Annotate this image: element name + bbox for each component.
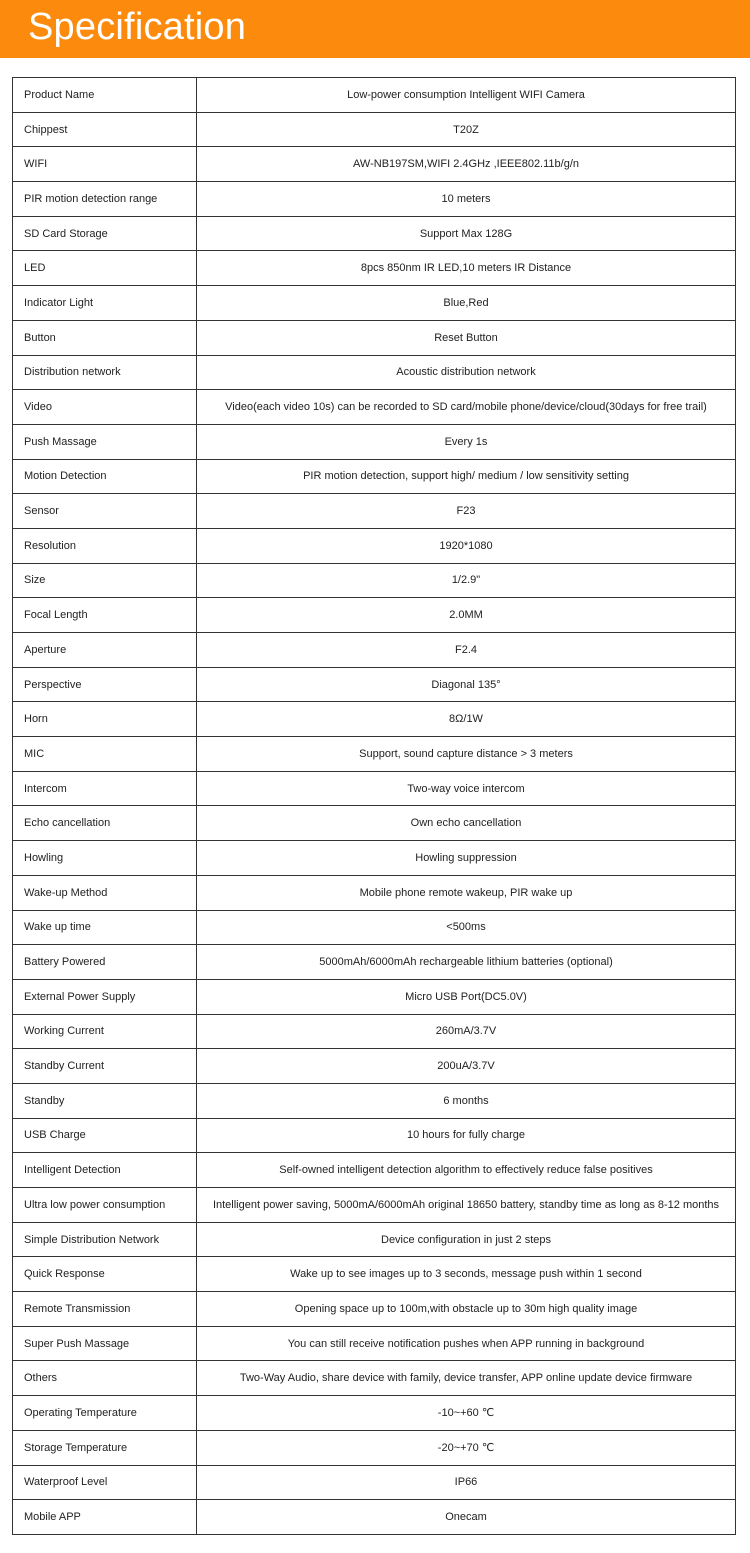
- spec-value: Howling suppression: [197, 841, 736, 876]
- spec-value: -20~+70 ℃: [197, 1430, 736, 1465]
- spec-value: Opening space up to 100m,with obstacle up to 30m high quality image: [197, 1292, 736, 1327]
- spec-label: Button: [13, 320, 197, 355]
- table-row: [13, 216, 736, 251]
- spec-label: Perspective: [13, 667, 197, 702]
- table-row: [13, 633, 736, 668]
- table-row: [13, 1188, 736, 1223]
- spec-label: Remote Transmission: [13, 1292, 197, 1327]
- spec-label: Distribution network: [13, 355, 197, 390]
- spec-label: Horn: [13, 702, 197, 737]
- table-row: [13, 1500, 736, 1535]
- spec-label: Simple Distribution Network: [13, 1222, 197, 1257]
- table-row: [13, 1361, 736, 1396]
- table-row: [13, 1153, 736, 1188]
- spec-value: 260mA/3.7V: [197, 1014, 736, 1049]
- spec-label: Push Massage: [13, 424, 197, 459]
- table-row: [13, 875, 736, 910]
- spec-label: Ultra low power consumption: [13, 1188, 197, 1223]
- spec-value: Onecam: [197, 1500, 736, 1535]
- spec-label: USB Charge: [13, 1118, 197, 1153]
- spec-value: Support Max 128G: [197, 216, 736, 251]
- spec-label: WIFI: [13, 147, 197, 182]
- spec-value: T20Z: [197, 112, 736, 147]
- table-row: [13, 1049, 736, 1084]
- spec-value: Device configuration in just 2 steps: [197, 1222, 736, 1257]
- header-banner: [0, 0, 750, 58]
- spec-label: External Power Supply: [13, 979, 197, 1014]
- spec-value: IP66: [197, 1465, 736, 1500]
- table-row: [13, 1292, 736, 1327]
- spec-value: Blue,Red: [197, 286, 736, 321]
- spec-label: MIC: [13, 737, 197, 772]
- table-row: [13, 1465, 736, 1500]
- spec-value: AW-NB197SM,WIFI 2.4GHz ,IEEE802.11b/g/n: [197, 147, 736, 182]
- spec-label: Wake up time: [13, 910, 197, 945]
- spec-label: Wake-up Method: [13, 875, 197, 910]
- spec-label: Sensor: [13, 494, 197, 529]
- spec-label: Mobile APP: [13, 1500, 197, 1535]
- spec-value: 1/2.9": [197, 563, 736, 598]
- table-row: [13, 1118, 736, 1153]
- spec-value: 200uA/3.7V: [197, 1049, 736, 1084]
- spec-label: Echo cancellation: [13, 806, 197, 841]
- table-row: [13, 1014, 736, 1049]
- spec-label: Motion Detection: [13, 459, 197, 494]
- spec-value: Support, sound capture distance > 3 meters: [197, 737, 736, 772]
- spec-value: Acoustic distribution network: [197, 355, 736, 390]
- table-row: [13, 702, 736, 737]
- spec-value: F23: [197, 494, 736, 529]
- spec-label: Chippest: [13, 112, 197, 147]
- spec-label: Video: [13, 390, 197, 425]
- spec-value: Every 1s: [197, 424, 736, 459]
- spec-value: Own echo cancellation: [197, 806, 736, 841]
- spec-value: Low-power consumption Intelligent WIFI Camera: [197, 78, 736, 113]
- table-row: [13, 286, 736, 321]
- page-title: Specification: [28, 6, 247, 48]
- spec-label: Quick Response: [13, 1257, 197, 1292]
- spec-label: Howling: [13, 841, 197, 876]
- spec-label: Focal Length: [13, 598, 197, 633]
- table-row: [13, 563, 736, 598]
- spec-value: Intelligent power saving, 5000mA/6000mAh original 18650 battery, standby time as long as 8-12 months: [197, 1188, 736, 1223]
- table-row: [13, 1396, 736, 1431]
- spec-value: Wake up to see images up to 3 seconds, message push within 1 second: [197, 1257, 736, 1292]
- spec-value: 1920*1080: [197, 528, 736, 563]
- table-row: [13, 1326, 736, 1361]
- spec-label: Super Push Massage: [13, 1326, 197, 1361]
- spec-label: Operating Temperature: [13, 1396, 197, 1431]
- table-row: [13, 910, 736, 945]
- table-row: [13, 459, 736, 494]
- spec-value: 10 meters: [197, 182, 736, 217]
- spec-value: Diagonal 135°: [197, 667, 736, 702]
- table-row: [13, 78, 736, 113]
- spec-value: F2.4: [197, 633, 736, 668]
- spec-label: Battery Powered: [13, 945, 197, 980]
- spec-label: Working Current: [13, 1014, 197, 1049]
- table-row: [13, 598, 736, 633]
- spec-label: Standby: [13, 1083, 197, 1118]
- table-row: [13, 771, 736, 806]
- table-row: [13, 945, 736, 980]
- spec-label: Standby Current: [13, 1049, 197, 1084]
- spec-value: Video(each video 10s) can be recorded to SD card/mobile phone/device/cloud(30days for free trail): [197, 390, 736, 425]
- table-row: [13, 182, 736, 217]
- spec-label: Waterproof Level: [13, 1465, 197, 1500]
- spec-value: <500ms: [197, 910, 736, 945]
- spec-label: Aperture: [13, 633, 197, 668]
- spec-label: Intelligent Detection: [13, 1153, 197, 1188]
- spec-value: 6 months: [197, 1083, 736, 1118]
- table-row: [13, 667, 736, 702]
- table-row: [13, 979, 736, 1014]
- spec-value: 10 hours for fully charge: [197, 1118, 736, 1153]
- table-row: [13, 320, 736, 355]
- spec-value: Mobile phone remote wakeup, PIR wake up: [197, 875, 736, 910]
- spec-value: You can still receive notification pushes when APP running in background: [197, 1326, 736, 1361]
- spec-value: -10~+60 ℃: [197, 1396, 736, 1431]
- table-row: [13, 1083, 736, 1118]
- table-row: [13, 1257, 736, 1292]
- spec-label: Others: [13, 1361, 197, 1396]
- spec-label: Intercom: [13, 771, 197, 806]
- table-row: [13, 355, 736, 390]
- table-row: [13, 112, 736, 147]
- spec-label: LED: [13, 251, 197, 286]
- table-row: [13, 147, 736, 182]
- table-row: [13, 841, 736, 876]
- spec-value: 5000mAh/6000mAh rechargeable lithium batteries (optional): [197, 945, 736, 980]
- spec-value: PIR motion detection, support high/ medium / low sensitivity setting: [197, 459, 736, 494]
- spec-label: SD Card Storage: [13, 216, 197, 251]
- table-row: [13, 806, 736, 841]
- table-row: [13, 1222, 736, 1257]
- spec-value: Two-Way Audio, share device with family, device transfer, APP online update device firmware: [197, 1361, 736, 1396]
- spec-label: Size: [13, 563, 197, 598]
- spec-table-body: [13, 78, 736, 1535]
- spec-value: Self-owned intelligent detection algorithm to effectively reduce false positives: [197, 1153, 736, 1188]
- spec-value: 8Ω/1W: [197, 702, 736, 737]
- spec-label: Storage Temperature: [13, 1430, 197, 1465]
- table-row: [13, 528, 736, 563]
- spec-label: PIR motion detection range: [13, 182, 197, 217]
- spec-label: Indicator Light: [13, 286, 197, 321]
- table-row: [13, 390, 736, 425]
- table-row: [13, 737, 736, 772]
- spec-value: Two-way voice intercom: [197, 771, 736, 806]
- spec-table: [12, 77, 736, 1535]
- table-row: [13, 251, 736, 286]
- table-row: [13, 494, 736, 529]
- spec-value: Reset Button: [197, 320, 736, 355]
- table-row: [13, 424, 736, 459]
- spec-value: 8pcs 850nm IR LED,10 meters IR Distance: [197, 251, 736, 286]
- spec-label: Resolution: [13, 528, 197, 563]
- spec-label: Product Name: [13, 78, 197, 113]
- spec-value: 2.0MM: [197, 598, 736, 633]
- table-row: [13, 1430, 736, 1465]
- spec-value: Micro USB Port(DC5.0V): [197, 979, 736, 1014]
